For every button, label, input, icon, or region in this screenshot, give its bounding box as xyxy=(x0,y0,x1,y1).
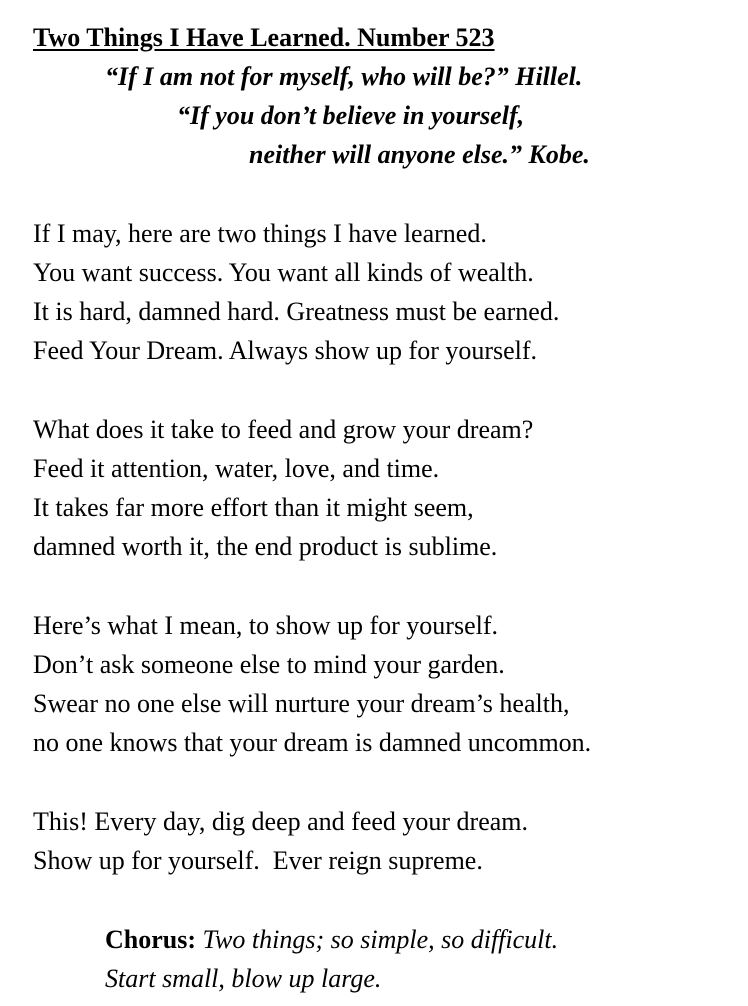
stanza-2-line-2: Feed it attention, water, love, and time. xyxy=(33,454,440,483)
chorus-text-1: Two things; so simple, so difficult. xyxy=(196,925,559,954)
stanza-2-line-3: It takes far more effort than it might seem, xyxy=(33,493,474,522)
stanza-4-line-1: This! Every day, dig deep and feed your dream. xyxy=(33,807,529,836)
stanza-3-line-1: Here’s what I mean, to show up for yourself. xyxy=(33,611,498,640)
stanza-2-line-1: What does it take to feed and grow your dream? xyxy=(33,415,534,444)
poem-title: Two Things I Have Learned. Number 523 xyxy=(33,23,495,52)
epigraph-kobe-line-2: neither will anyone else.” Kobe. xyxy=(249,140,590,169)
epigraph-hillel: “If I am not for myself, who will be?” Hillel. xyxy=(105,62,583,91)
chorus-label: Chorus: xyxy=(105,925,197,954)
stanza-1-line-3: It is hard, damned hard. Greatness must be earned. xyxy=(33,297,560,326)
stanza-1-line-1: If I may, here are two things I have learned. xyxy=(33,219,487,248)
stanza-3-line-3: Swear no one else will nurture your dream’s health, xyxy=(33,689,570,718)
chorus-line-2: Start small, blow up large. xyxy=(105,964,382,993)
epigraph-kobe-line-1: “If you don’t believe in yourself, xyxy=(177,101,525,130)
stanza-1-line-4: Feed Your Dream. Always show up for yourself. xyxy=(33,336,538,365)
stanza-1-line-2: You want success. You want all kinds of wealth. xyxy=(33,258,534,287)
stanza-4-line-2: Show up for yourself. Ever reign supreme. xyxy=(33,846,483,875)
stanza-2-line-4: damned worth it, the end product is sublime. xyxy=(33,532,498,561)
stanza-3-line-2: Don’t ask someone else to mind your garden. xyxy=(33,650,505,679)
chorus-line-1 xyxy=(105,924,558,956)
stanza-3-line-4: no one knows that your dream is damned uncommon. xyxy=(33,728,592,757)
